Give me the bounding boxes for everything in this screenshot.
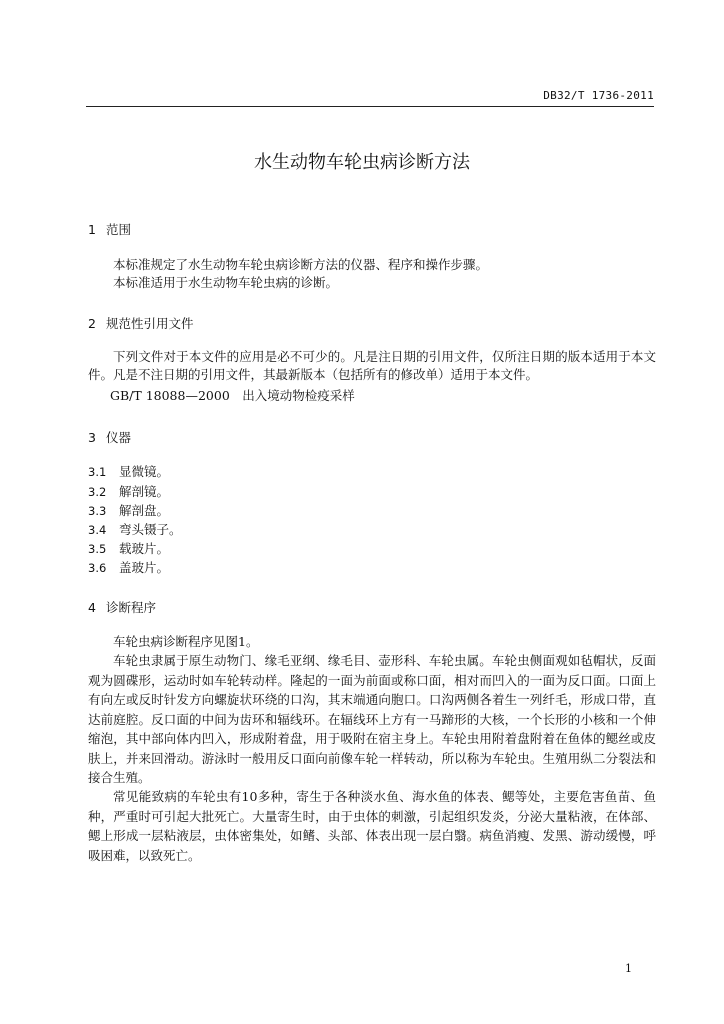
instrument-item: 3.1 显微镜。 [88, 464, 170, 479]
instrument-item: 3.4 弯头镊子。 [88, 522, 182, 537]
section-2-heading [88, 314, 194, 332]
section-number: 3 [88, 430, 96, 445]
header-divider [86, 106, 654, 107]
section-1-paragraph-1: 本标准规定了水生动物车轮虫病诊断方法的仪器、程序和操作步骤。 [113, 257, 489, 272]
section-number: 1 [88, 222, 96, 237]
section-4-paragraph-1: 车轮虫病诊断程序见图1。 [113, 634, 259, 649]
section-1-paragraph-2: 本标准适用于水生动物车轮虫病的诊断。 [113, 275, 339, 290]
section-2-paragraph: 下列文件对于本文件的应用是必不可少的。凡是注日期的引用文件，仅所注日期的版本适用于本文件。凡是不注日期的引用文件，其最新版本（包括所有的修改单）适用于本文件。 [88, 349, 656, 382]
section-number: 4 [88, 600, 96, 615]
section-1-heading [88, 220, 131, 238]
document-title: 水生动物车轮虫病诊断方法 [254, 152, 470, 173]
section-title: 规范性引用文件 [106, 316, 194, 331]
section-3-heading [88, 428, 131, 446]
instrument-item: 3.2 解剖镜。 [88, 484, 170, 499]
standard-code: DB32/T 1736-2011 [543, 89, 654, 102]
section-title: 范围 [106, 222, 132, 237]
section-4-paragraph-2: 车轮虫隶属于原生动物门、缘毛亚纲、缘毛目、壶形科、车轮虫属。车轮虫侧面观如毡帽状，反面观为圆碟形，运动时如车轮转动样。隆起的一面为前面或称口面，相对而凹入的一面为反口面。口面上有向左或反时针发方向螺旋状环绕的口沟，其末端通向胞口。口沟两侧各着生一列纤毛，形成口带，直达前庭腔。反口面的中间为齿环和辐线环。在辐线环上方有一马蹄形的大核，一个长形的小核和一个伸缩泡，其中部向体内凹入，形成附着盘，用于吸附在宿主身上。车轮虫用附着盘附着在鱼体的鳃丝或皮肤上，并来回滑动。游泳时一般用反口面向前像车轮一样转动，所以称为车轮虫。生殖用纵二分裂法和接合生殖。 [88, 653, 656, 785]
section-4-heading [88, 598, 156, 616]
instrument-item: 3.3 解剖盘。 [88, 503, 170, 518]
section-title: 诊断程序 [106, 600, 157, 615]
section-4-paragraph-3: 常见能致病的车轮虫有10多种，寄生于各种淡水鱼、海水鱼的体表、鳃等处，主要危害鱼苗、鱼种，严重时可引起大批死亡。大量寄生时，由于虫体的刺激，引起组织发炎，分泌大量粘液，在体部、鳃上形成一层粘液层，虫体密集处，如鳍、头部、体表出现一层白翳。病鱼消瘦、发黑、游动缓慢，呼吸困难，以致死亡。 [88, 789, 656, 863]
instrument-item: 3.6 盖玻片。 [88, 560, 170, 575]
normative-reference: GB/T 18088—2000 出入境动物检疫采样 [110, 388, 355, 403]
section-number: 2 [88, 316, 96, 331]
instrument-item: 3.5 载玻片。 [88, 541, 170, 556]
page-number: 1 [625, 962, 632, 975]
section-title: 仪器 [106, 430, 132, 445]
